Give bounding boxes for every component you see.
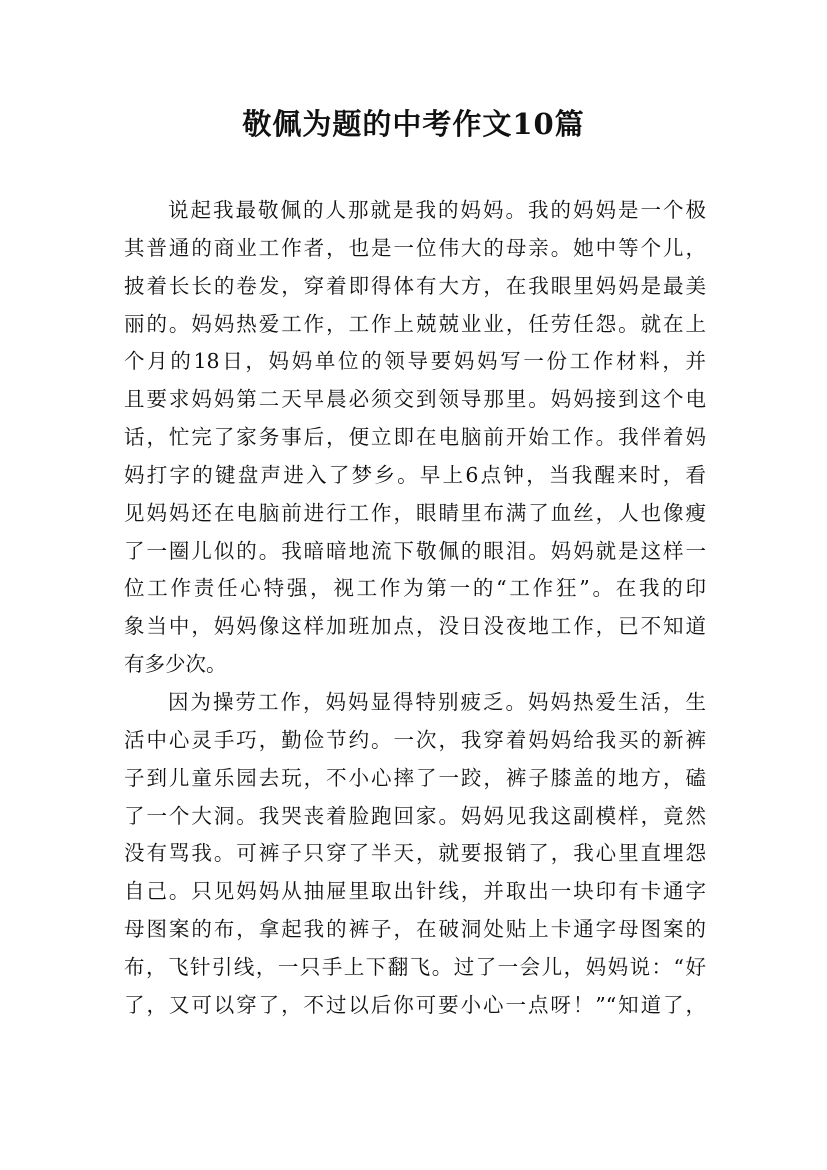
paragraph-1-line-13: 有多少次。: [124, 652, 227, 677]
paragraph-1-line-11: 位工作责任心特强，视工作为第一的“工作狂”。在我的印: [124, 576, 706, 601]
paragraph-1-line-1: 说起我最敬佩的人那就是我的妈妈。我的妈妈是一个极: [168, 198, 706, 222]
paragraph-2-line-2: 活中心灵手巧，勤俭节约。一次，我穿着妈妈给我买的新裤: [124, 727, 706, 752]
paragraph-1-line-4: 丽的。妈妈热爱工作，工作上兢兢业业，任劳任怨。就在上: [124, 311, 706, 336]
paragraph-2-line-8: 布，飞针引线，一只手上下翻飞。过了一会儿，妈妈说：“好: [124, 954, 706, 979]
paragraph-2-line-9: 了，又可以穿了，不过以后你可要小心一点呀！”“知道了，: [124, 992, 706, 1017]
paragraph-2-line-6: 自己。只见妈妈从抽屉里取出针线，并取出一块印有卡通字: [124, 879, 706, 904]
paragraph-1-line-10: 了一圈儿似的。我暗暗地流下敬佩的眼泪。妈妈就是这样一: [124, 538, 706, 563]
paragraph-2-line-7: 母图案的布，拿起我的裤子，在破洞处贴上卡通字母图案的: [124, 917, 706, 942]
paragraph-2-line-1: 因为操劳工作，妈妈显得特别疲乏。妈妈热爱生活，生: [168, 689, 706, 714]
paragraph-1-line-7: 话，忙完了家务事后，便立即在电脑前开始工作。我伴着妈: [124, 425, 706, 450]
document-body: [124, 192, 706, 1025]
paragraph-2-line-5: 没有骂我。可裤子只穿了半天，就要报销了，我心里直埋怨: [124, 841, 706, 866]
paragraph-2-line-3: 子到儿童乐园去玩，不小心摔了一跤，裤子膝盖的地方，磕: [124, 765, 706, 790]
paragraph-1-line-2: 其普通的商业工作者，也是一位伟大的母亲。她中等个儿，: [124, 235, 706, 260]
document-title: 敬佩为题的中考作文10篇: [242, 107, 585, 141]
paragraph-1-line-5: 个月的18日，妈妈单位的领导要妈妈写一份工作材料，并: [124, 349, 706, 374]
paragraph-2-line-4: 了一个大洞。我哭丧着脸跑回家。妈妈见我这副模样，竟然: [124, 803, 706, 828]
paragraph-1-line-12: 象当中，妈妈像这样加班加点，没日没夜地工作，已不知道: [124, 614, 706, 639]
paragraph-1-line-6: 且要求妈妈第二天早晨必须交到领导那里。妈妈接到这个电: [124, 387, 706, 412]
paragraph-1-line-8: 妈打字的键盘声进入了梦乡。早上6点钟，当我醒来时，看: [124, 462, 706, 487]
paragraph-1-line-9: 见妈妈还在电脑前进行工作，眼睛里布满了血丝，人也像瘦: [124, 500, 706, 525]
paragraph-1-line-3: 披着长长的卷发，穿着即得体有大方，在我眼里妈妈是最美: [124, 273, 706, 298]
